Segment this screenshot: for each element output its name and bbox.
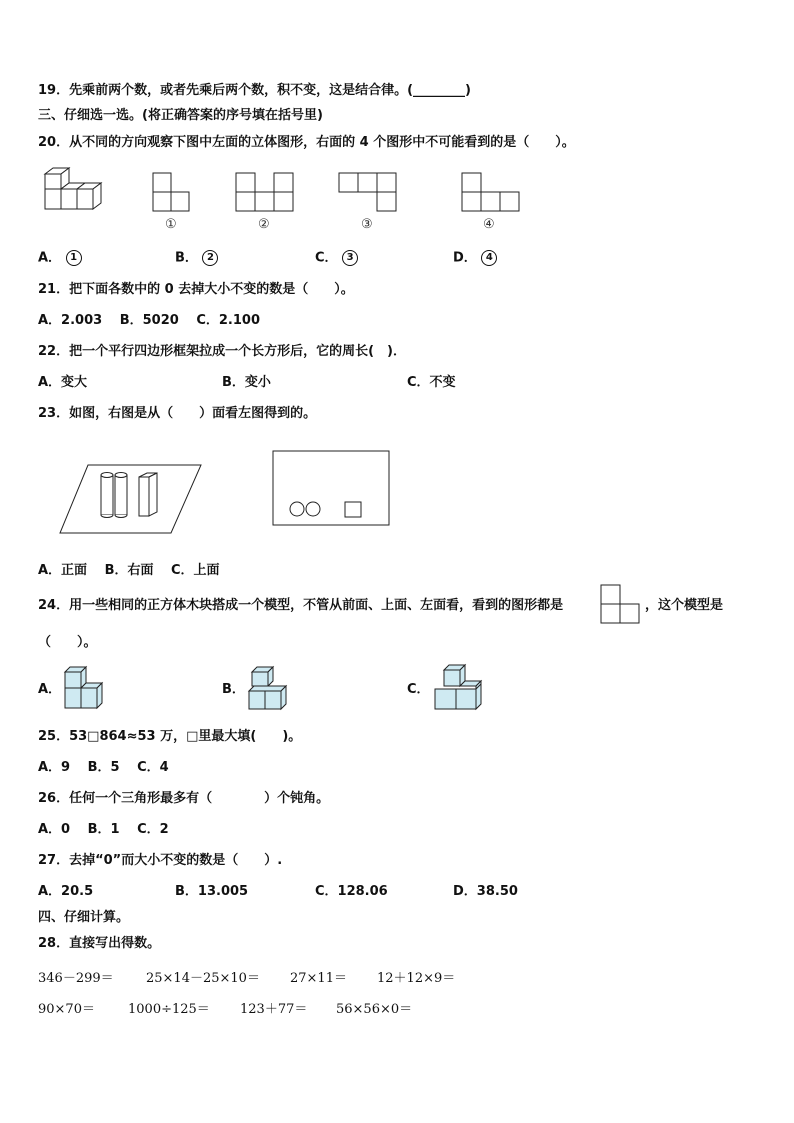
question-24-part-a: 24．用一些相同的正方体木块搭成一个模型，不管从前面、上面、左面看，看到的图形都是 — [38, 598, 564, 613]
q22-option-a[interactable]: A．变大 — [38, 375, 88, 390]
question-22: 22．把一个平行四边形框架拉成一个长方形后，它的周长( )． — [38, 344, 406, 359]
q28-item-4: 12＋12×9＝ — [377, 971, 456, 986]
q28-item-5: 90×70＝ — [38, 1002, 95, 1017]
q24-option-a[interactable]: A． — [38, 682, 62, 697]
question-27: 27．去掉“0”而大小不变的数是（ ）. — [38, 853, 283, 868]
q20-option-c-mark: 3 — [342, 250, 358, 266]
q20-option-c-letter: C． — [315, 250, 338, 266]
question-21: 21．把下面各数中的 0 去掉大小不变的数是（ ）。 — [38, 282, 354, 297]
q28-item-3: 27×11＝ — [290, 971, 347, 986]
question-26: 26．任何一个三角形最多有（ ）个钝角。 — [38, 791, 330, 806]
q25-options[interactable]: A．9 B．5 C．4 — [38, 760, 169, 775]
question-28: 28．直接写出得数。 — [38, 936, 161, 951]
question-23: 23．如图，右图是从（ ）面看左图得到的。 — [38, 406, 317, 421]
q20-option-b-mark: 2 — [202, 250, 218, 266]
q20-option-a-letter: A． — [38, 250, 62, 266]
section-4-title: 四、仔细计算。 — [38, 910, 130, 925]
q20-caption-1: ① — [165, 217, 177, 232]
q24-option-c[interactable]: C． — [407, 682, 430, 697]
q20-option-b-letter: B． — [175, 250, 198, 266]
question-25: 25．53□864≈53 万，□里最大填( )。 — [38, 729, 302, 744]
q28-item-6: 1000÷125＝ — [128, 1002, 210, 1017]
q28-item-8: 56×56×0＝ — [336, 1002, 413, 1017]
q24-option-c-cubes[interactable] — [432, 662, 486, 714]
q20-solid-figure — [40, 163, 110, 215]
q20-view-4 — [461, 172, 521, 212]
q24-option-a-cubes[interactable] — [62, 664, 110, 714]
q28-item-1: 346－299＝ — [38, 971, 114, 986]
q24-option-b[interactable]: B． — [222, 682, 245, 697]
q22-option-b[interactable]: B．变小 — [222, 375, 271, 390]
q20-caption-2: ② — [258, 217, 270, 232]
q23-left-figure — [58, 462, 204, 536]
q20-option-c[interactable] — [315, 250, 358, 267]
q20-caption-3: ③ — [361, 217, 373, 232]
q20-option-a-mark: 1 — [66, 250, 82, 266]
q24-option-b-cubes[interactable] — [246, 662, 296, 714]
q20-option-a[interactable] — [38, 250, 82, 267]
q20-option-d[interactable] — [453, 250, 497, 267]
q20-option-b[interactable] — [175, 250, 218, 267]
q28-row-1 — [38, 967, 738, 985]
q23-right-figure — [272, 450, 392, 528]
q27-option-b[interactable]: B．13.005 — [175, 884, 249, 899]
q20-caption-4: ④ — [483, 217, 495, 232]
q20-option-d-letter: D． — [453, 250, 477, 266]
question-24-part-b: ，这个模型是 — [645, 598, 724, 613]
q24-view-shape — [600, 584, 642, 626]
q28-item-7: 123＋77＝ — [240, 1002, 308, 1017]
q27-option-d[interactable]: D．38.50 — [453, 884, 518, 899]
q20-view-2 — [235, 172, 295, 212]
question-19: 19．先乘前两个数，或者先乘后两个数，积不变，这是结合律。(________) — [38, 83, 471, 98]
q20-view-1 — [152, 172, 192, 212]
q27-option-c[interactable]: C．128.06 — [315, 884, 388, 899]
q28-item-2: 25×14－25×10＝ — [146, 971, 260, 986]
q21-options[interactable]: A．2.003 B．5020 C．2.100 — [38, 313, 260, 328]
q26-options[interactable]: A．0 B．1 C．2 — [38, 822, 169, 837]
q20-view-3 — [338, 172, 398, 212]
q27-option-a[interactable]: A．20.5 — [38, 884, 94, 899]
q28-row-2 — [38, 998, 738, 1016]
section-3-title: 三、仔细选一选。(将正确答案的序号填在括号里) — [38, 108, 323, 123]
q23-options[interactable]: A．正面 B．右面 C．上面 — [38, 563, 220, 578]
question-24-part-c: （ ）。 — [38, 635, 97, 650]
question-20: 20．从不同的方向观察下图中左面的立体图形，右面的 4 个图形中不可能看到的是（ ）。 — [38, 135, 575, 150]
q22-option-c[interactable]: C．不变 — [407, 375, 456, 390]
q20-option-d-mark: 4 — [481, 250, 497, 266]
